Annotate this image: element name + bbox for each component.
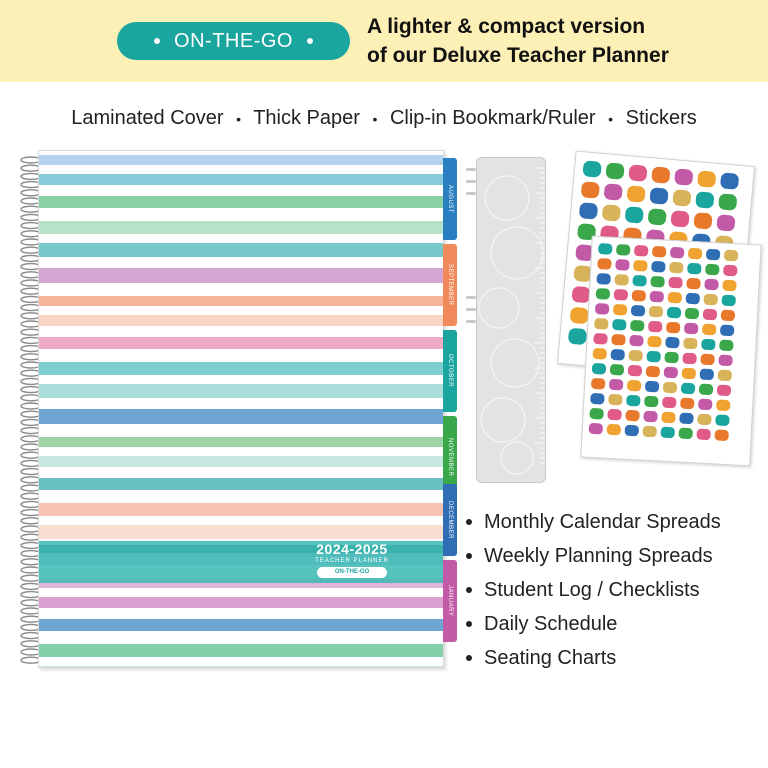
ruler-clip-icon	[466, 192, 476, 195]
tab-october: OCTOBER	[443, 330, 457, 412]
list-item: Weekly Planning Spreads	[466, 539, 721, 573]
tab-december: DECEMBER	[443, 484, 457, 556]
ruler-clip-icon	[466, 308, 476, 311]
list-item: Monthly Calendar Spreads	[466, 505, 721, 539]
cover-year: 2024-2025	[316, 541, 388, 557]
bullet-dot-icon	[154, 38, 160, 44]
cover-title	[297, 541, 407, 578]
feature-item: Stickers	[625, 107, 697, 129]
list-item: Seating Charts	[466, 641, 721, 675]
bullet-icon	[466, 587, 472, 593]
tab-august: AUGUST	[443, 158, 457, 240]
month-tabs	[443, 158, 458, 658]
list-item: Daily Schedule	[466, 607, 721, 641]
watercolor-stripes-pattern	[39, 151, 443, 667]
bullet-icon	[466, 519, 472, 525]
list-item: Student Log / Checklists	[466, 573, 721, 607]
tab-january: JANUARY	[443, 560, 457, 642]
planner-product-image	[18, 150, 453, 670]
ruler-clip-icon	[466, 320, 476, 323]
sticker-grid-icon	[581, 237, 760, 465]
cover-subtitle: TEACHER PLANNER	[315, 558, 389, 564]
cover-badge: ON-THE-GO	[317, 567, 387, 578]
separator-dot-icon: •	[372, 110, 378, 127]
bullet-list	[466, 505, 721, 675]
ruler-clip-icon	[466, 180, 476, 183]
feature-item: Thick Paper	[253, 107, 360, 129]
feature-item: Clip-in Bookmark/Ruler	[389, 107, 596, 129]
ruler-clip-icon	[466, 296, 476, 299]
tab-september: SEPTEMBER	[443, 244, 457, 326]
bullet-icon	[466, 655, 472, 661]
ruler-pattern-icon	[477, 158, 545, 482]
banner-headline	[367, 12, 669, 70]
sticker-sheet-front	[580, 236, 761, 467]
separator-dot-icon: •	[608, 110, 614, 127]
bookmark-ruler	[476, 157, 546, 483]
bullet-dot-icon	[307, 38, 313, 44]
ruler-clip-icon	[466, 168, 476, 171]
badge-label: ON-THE-GO	[174, 29, 293, 52]
bullet-icon	[466, 621, 472, 627]
feature-item: Laminated Cover	[71, 107, 224, 129]
separator-dot-icon: •	[236, 110, 242, 127]
headline-line-1: A lighter & compact version	[367, 15, 646, 38]
feature-list	[0, 107, 768, 130]
bullet-icon	[466, 553, 472, 559]
on-the-go-badge	[117, 22, 350, 60]
headline-line-2: of our Deluxe Teacher Planner	[367, 44, 669, 67]
top-banner	[0, 0, 768, 82]
planner-cover	[38, 150, 444, 668]
tab-november: NOVEMBER	[443, 416, 457, 498]
